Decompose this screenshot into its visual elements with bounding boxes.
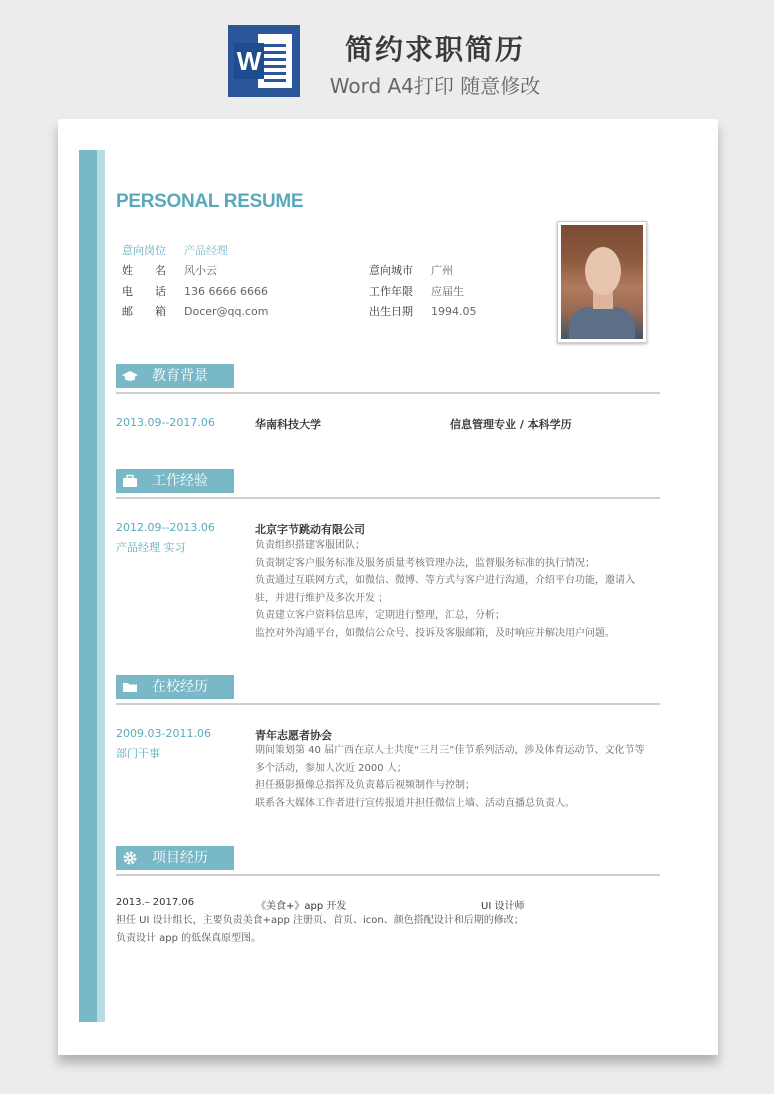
years-value: 应届生 — [431, 285, 464, 298]
resume-page — [58, 119, 718, 1055]
section-header-education — [116, 364, 234, 388]
name-label: 姓 名 — [122, 264, 166, 277]
work-role: 产品经理 实习 — [116, 541, 186, 554]
intent-row — [122, 244, 228, 258]
list-item: 多个活动，参加人次近 2000 人； — [255, 762, 407, 774]
education-school: 华南科技大学 — [255, 418, 321, 431]
list-item: 担任摄影摄像总指挥及负责幕后视频制作与控制； — [255, 780, 475, 791]
briefcase-icon — [122, 473, 138, 489]
divider — [116, 497, 660, 499]
list-item: 联系各大媒体工作者进行宣传报道并担任微信上墙、活动直播总负责人。 — [255, 797, 575, 809]
phone-value: 136 6666 6666 — [184, 285, 268, 298]
city-label: 意向城市 — [369, 264, 413, 277]
years-label: 工作年限 — [369, 285, 413, 298]
project-description — [116, 912, 596, 947]
list-item: 驻，并进行维护及多次开发 ； — [255, 592, 389, 604]
email-value: Docer@qq.com — [184, 305, 269, 318]
sidebar-accent-bar — [79, 150, 105, 1022]
section-header-campus — [116, 675, 234, 699]
gear-icon — [122, 850, 138, 866]
email-label: 邮 箱 — [122, 305, 166, 318]
list-item: 监控对外沟通平台，如微信公众号、投诉及客服邮箱，及时响应并解决用户问题。 — [255, 627, 615, 639]
section-title-work: 工作经验 — [152, 473, 208, 489]
campus-org: 青年志愿者协会 — [255, 729, 332, 742]
campus-role: 部门干事 — [116, 747, 160, 760]
list-item: 负责建立客户资料信息库，定期进行整理，汇总，分析； — [255, 610, 505, 621]
section-title-education: 教育背景 — [152, 368, 208, 384]
project-date: 2013.– 2017.06 — [116, 897, 195, 908]
divider — [116, 703, 660, 705]
city-row — [369, 264, 453, 278]
education-degree: 信息管理专业 / 本科学历 — [450, 418, 572, 431]
section-title-project: 项目经历 — [152, 850, 208, 866]
campus-date: 2009.03-2011.06 — [116, 727, 211, 740]
list-item: 期间策划第 40 届广西在京人士共度“三月三”佳节系列活动，涉及体育运动节、文化节等 — [255, 745, 645, 756]
project-role: UI 设计师 — [481, 901, 525, 912]
word-logo-icon — [228, 25, 300, 97]
city-value: 广州 — [431, 264, 453, 277]
list-item: 负责制定客户服务标准及服务质量考核管理办法，监督服务标准的执行情况； — [255, 557, 595, 569]
name-value: 风小云 — [184, 264, 217, 277]
list-item: 担任 UI 设计组长，主要负责美食+app 注册页、首页、icon、颜色搭配设计和后期的修改； — [116, 915, 524, 926]
graduation-cap-icon — [122, 368, 138, 384]
name-row — [122, 264, 217, 278]
intent-label: 意向岗位 — [122, 244, 166, 257]
phone-row — [122, 285, 268, 299]
education-date: 2013.09--2017.06 — [116, 416, 215, 429]
work-description — [255, 537, 655, 642]
campus-description — [255, 742, 655, 812]
section-title-campus: 在校经历 — [152, 679, 208, 695]
list-item: 负责组织搭建客服团队； — [255, 540, 365, 551]
section-header-work — [116, 469, 234, 493]
resume-title: PERSONAL RESUME — [116, 191, 304, 212]
phone-label: 电 话 — [122, 285, 166, 298]
section-header-project — [116, 846, 234, 870]
birth-value: 1994.05 — [431, 305, 477, 318]
project-name: 《美食+》app 开发 — [256, 901, 347, 912]
birth-label: 出生日期 — [369, 305, 413, 318]
birth-row — [369, 305, 477, 319]
list-item: 负责设计 app 的低保真原型图。 — [116, 932, 262, 944]
profile-photo — [557, 221, 647, 343]
work-company: 北京字节跳动有限公司 — [255, 523, 365, 536]
list-item: 负责通过互联网方式，如微信、微博、等方式与客户进行沟通，介绍平台功能，邀请入 — [255, 575, 635, 586]
divider — [116, 874, 660, 876]
banner-subtitle: Word A4打印 随意修改 — [329, 74, 541, 98]
years-row — [369, 285, 464, 299]
intent-value: 产品经理 — [184, 244, 228, 257]
work-date: 2012.09--2013.06 — [116, 521, 215, 534]
folder-icon — [122, 679, 138, 695]
word-logo-letter: W — [234, 43, 264, 79]
banner-title: 简约求职简历 — [344, 33, 525, 66]
email-row — [122, 305, 269, 319]
divider — [116, 392, 660, 394]
